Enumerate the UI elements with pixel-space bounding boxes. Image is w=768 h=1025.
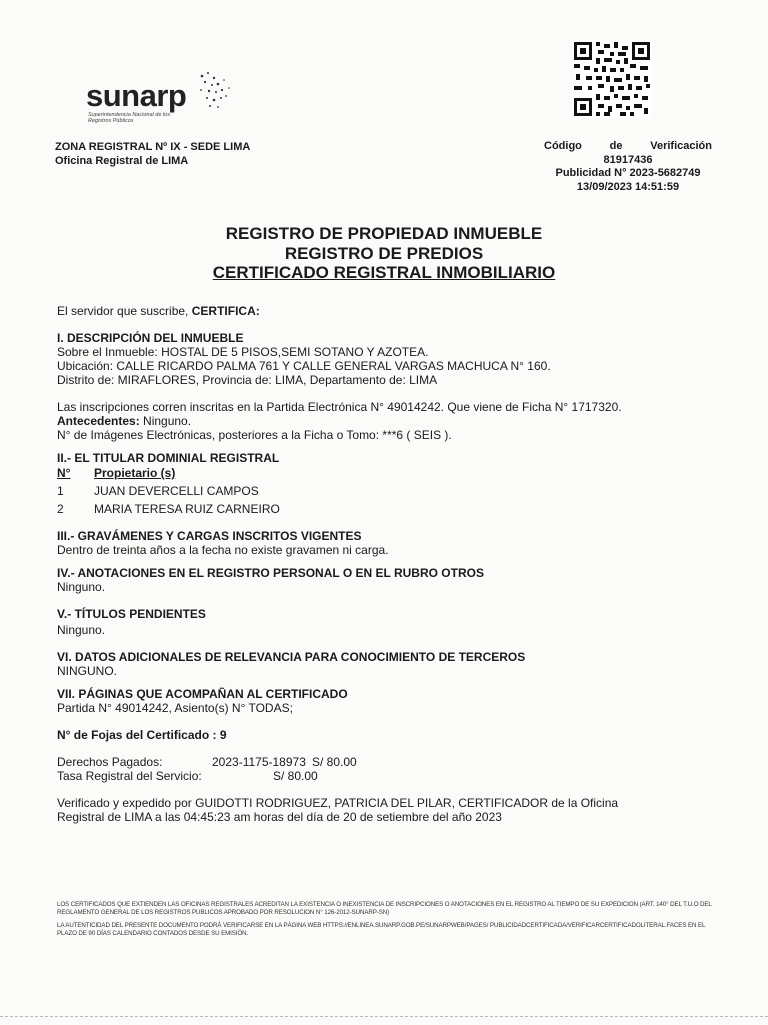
- footer-legal-note: LOS CERTIFICADOS QUE EXTIENDEN LAS OFICINAS REGISTRALES ACREDITAN LA EXISTENCIA O INEXISTENCIA DE INSCRIPCIONES O ANOTACIONES EN EL REGISTRO AL TIEMPO DE SU EXPEDICION (ART. 140° DEL T.U.O DEL REGLAMENTO GENERAL DE LOS REGISTROS PUBLICOS APROBADO POR RESOLUCION N° 126-2012-SUNARP-SN): [57, 901, 712, 916]
- issue-datetime: 13/09/2023 14:51:59: [576, 180, 680, 193]
- property-description: Sobre el Inmueble: HOSTAL DE 5 PISOS,SEMI SOTANO Y AZOTEA.: [57, 345, 429, 359]
- certificate-body: [57, 304, 727, 824]
- qr-code-icon: [572, 40, 652, 118]
- title-line-3: CERTIFICADO REGISTRAL INMOBILIARIO: [212, 263, 556, 282]
- owner-number: 2: [57, 502, 64, 516]
- verification-code-label: [544, 140, 712, 154]
- owner-name: JUAN DEVERCELLI CAMPOS: [94, 484, 259, 498]
- electronic-images: N° de Imágenes Electrónicas, posteriores a la Ficha o Tomo: ***6 ( SEIS ).: [57, 428, 452, 442]
- label-word: de: [609, 140, 623, 152]
- section-6-title: VI. DATOS ADICIONALES DE RELEVANCIA PARA CONOCIMIENTO DE TERCEROS: [57, 650, 526, 664]
- tax-label: Tasa Registral del Servicio:: [57, 769, 202, 783]
- title-line-1: REGISTRO DE PROPIEDAD INMUEBLE: [225, 224, 543, 243]
- title-line-2: REGISTRO DE PREDIOS: [284, 243, 484, 263]
- verification-code: 81917436: [603, 153, 653, 166]
- section-2-title: II.- EL TITULAR DOMINIAL REGISTRAL: [57, 451, 280, 465]
- sunarp-logo: [84, 66, 234, 126]
- section-4-title: IV.- ANOTACIONES EN EL REGISTRO PERSONAL O EN EL RUBRO OTROS: [57, 566, 484, 580]
- antecedents-value: Ninguno.: [139, 414, 192, 428]
- label-word: Verificación: [650, 140, 712, 152]
- fees-table: [57, 755, 727, 769]
- property-district: Distrito de: MIRAFLORES, Provincia de: LIMA, Departamento de: LIMA: [57, 373, 438, 387]
- antecedents: [57, 414, 727, 428]
- section-1-title: I. DESCRIPCIÓN DEL INMUEBLE: [57, 331, 244, 345]
- owner-name: MARIA TERESA RUIZ CARNEIRO: [94, 502, 280, 516]
- registry-office-header: [55, 140, 250, 168]
- owners-col-number: N°: [57, 466, 71, 480]
- fee-paid-amount: S/ 80.00: [312, 755, 357, 769]
- logo-subtitle: Superintendencia Nacional de los Registros Públicos: [88, 112, 170, 124]
- tax-row: [57, 769, 727, 783]
- legal-footer: [57, 901, 717, 943]
- owner-number: 1: [57, 484, 64, 498]
- verification-header: [544, 140, 712, 194]
- label-word: Código: [544, 140, 582, 152]
- section-7-text: Partida N° 49014242, Asiento(s) N° TODAS;: [57, 701, 293, 715]
- office-name: Oficina Registral de LIMA: [55, 155, 189, 167]
- owners-table: [57, 466, 727, 516]
- intro-certifica: CERTIFICA:: [191, 304, 260, 318]
- sheet-count: N° de Fojas del Certificado : 9: [57, 728, 227, 742]
- section-7-title: VII. PÁGINAS QUE ACOMPAÑAN AL CERTIFICADO: [57, 687, 348, 701]
- tax-amount: S/ 80.00: [273, 769, 318, 783]
- electronic-record: Las inscripciones corren inscritas en la Partida Electrónica N° 49014242. Que viene de Ficha N° 1717320.: [57, 400, 622, 414]
- section-5-title: V.- TÍTULOS PENDIENTES: [57, 607, 206, 621]
- section-6-text: NINGUNO.: [57, 664, 117, 678]
- fee-paid-reference: 2023-1175-18973: [212, 755, 306, 769]
- property-location: Ubicación: CALLE RICARDO PALMA 761 Y CALLE GENERAL VARGAS MACHUCA N° 160.: [57, 359, 551, 373]
- fee-paid-label: Derechos Pagados:: [57, 755, 163, 769]
- footer-authenticity-note: LA AUTENTICIDAD DEL PRESENTE DOCUMENTO PODRÁ VERIFICARSE EN LA PÁGINA WEB HTTPS://ENLINEA.SUNARP.GOB.PE/SUNARPWEB/PAGES/ PUBLICIDADCERTIFICADA/VERIFICARCERTIFICADOLITERAL.FACES EN EL PLAZO DE 90 DÍAS CALENDARIO CONTADOS DESDE SU EMISIÓN.: [57, 922, 706, 937]
- verification-statement-2: Registral de LIMA a las 04:45:23 am horas del día de 20 de setiembre del año 2023: [57, 810, 502, 824]
- antecedents-label: Antecedentes:: [57, 414, 140, 428]
- section-3-title: III.- GRAVÁMENES Y CARGAS INSCRITOS VIGENTES: [57, 529, 362, 543]
- verification-statement-1: Verificado y expedido por GUIDOTTI RODRIGUEZ, PATRICIA DEL PILAR, CERTIFICADOR de la Oficina: [57, 796, 619, 810]
- section-5-text: Ninguno.: [57, 623, 106, 637]
- intro: [57, 304, 727, 318]
- document-titles: [0, 224, 768, 283]
- publicity-number: Publicidad N° 2023-5682749: [555, 167, 701, 179]
- zone-name: ZONA REGISTRAL Nº IX - SEDE LIMA: [55, 141, 251, 153]
- logo-wordmark: sunarp: [86, 78, 187, 113]
- intro-text: El servidor que suscribe,: [57, 304, 192, 318]
- section-4-text: Ninguno.: [57, 580, 106, 594]
- section-3-text: Dentro de treinta años a la fecha no existe gravamen ni carga.: [57, 543, 389, 557]
- owners-col-name: Propietario (s): [94, 466, 176, 480]
- logo-dots-icon: [196, 70, 236, 114]
